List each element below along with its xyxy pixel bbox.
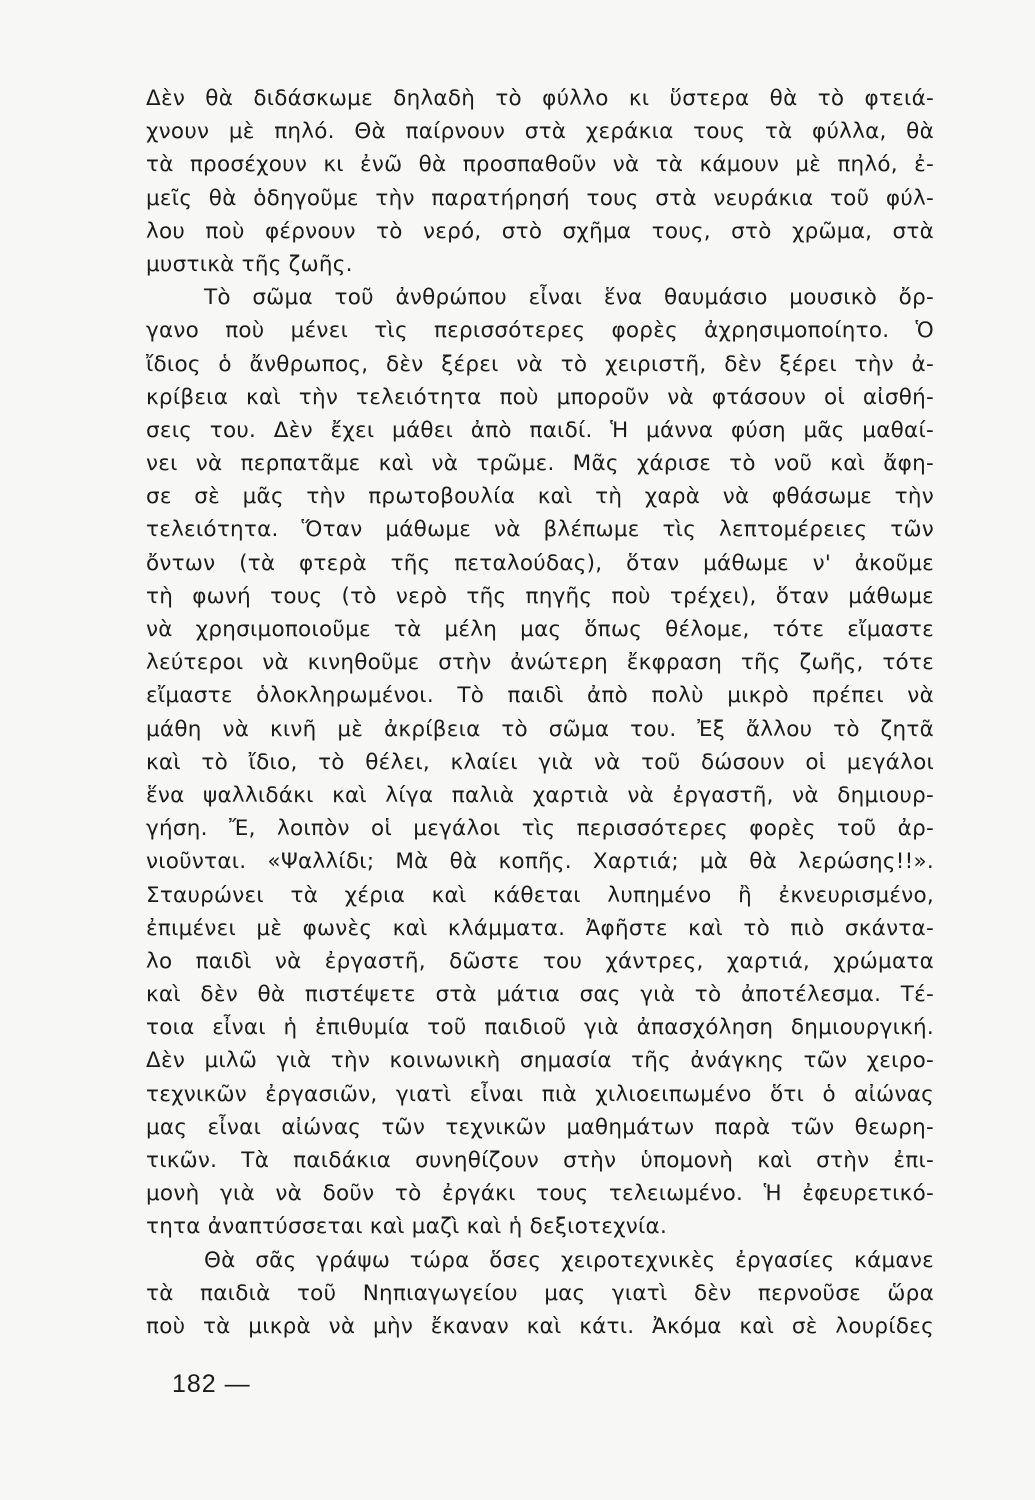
text-line: ποὺ τὰ μικρὰ νὰ μὴν ἔκαναν καὶ κάτι. Ἀκόμα καὶ σὲ λουρίδες: [146, 1313, 934, 1339]
text-line: μεῖς θὰ ὁδηγοῦμε τὴν παρατήρησή τους στὰ νευράκια τοῦ φύλ-: [146, 185, 934, 211]
text-line: τελειότητα. Ὅταν μάθωμε νὰ βλέπωμε τὶς λεπτομέρειες τῶν: [146, 517, 934, 543]
text-line: νιοῦνται. «Ψαλλίδι; Μὰ θὰ κοπῆς. Χαρτιά; μὰ θὰ λερώσης!!».: [146, 849, 934, 875]
text-line: τητα ἀναπτύσσεται καὶ μαζὶ καὶ ἡ δεξιοτεχνία.: [146, 1214, 668, 1240]
text-line: Δὲν μιλῶ γιὰ τὴν κοινωνικὴ σημασία τῆς ἀνάγκης τῶν χειρο-: [146, 1048, 934, 1074]
text-line: τὴ φωνή τους (τὸ νερὸ τῆς πηγῆς ποὺ τρέχει), ὅταν μάθωμε: [146, 583, 934, 609]
text-line: Θὰ σᾶς γράψω τώρα ὅσες χειροτεχνικὲς ἐργασίες κάμανε: [204, 1247, 934, 1273]
body-text: [146, 82, 934, 1343]
text-line: λο παιδὶ νὰ ἐργαστῆ, δῶστε του χάντρες, χαρτιά, χρώματα: [146, 948, 934, 974]
text-line: εἴμαστε ὁλοκληρωμένοι. Τὸ παιδὶ ἀπὸ πολὺ μικρὸ πρέπει νὰ: [146, 683, 934, 709]
text-line: λου ποὺ φέρνουν τὸ νερό, στὸ σχῆμα τους, στὸ χρῶμα, στὰ: [146, 218, 934, 244]
text-line: ἕνα ψαλλιδάκι καὶ λίγα παλιὰ χαρτιὰ νὰ ἐργαστῆ, νὰ δημιουρ-: [146, 782, 934, 808]
text-line: σε σὲ μᾶς τὴν πρωτοβουλία καὶ τὴ χαρὰ νὰ φθάσωμε τὴν: [146, 484, 934, 510]
text-line: λεύτεροι νὰ κινηθοῦμε στὴν ἀνώτερη ἔκφραση τῆς ζωῆς, τότε: [146, 650, 934, 676]
text-line: τὰ προσέχουν κι ἐνῶ θὰ προσπαθοῦν νὰ τὰ κάμουν μὲ πηλό, ἐ-: [146, 152, 934, 178]
page-number: 182 —: [172, 1370, 251, 1398]
text-line: νει νὰ περπατᾶμε καὶ νὰ τρῶμε. Μᾶς χάρισε τὸ νοῦ καὶ ἄφη-: [146, 451, 934, 477]
text-line: γήση. Ἔ, λοιπὸν οἱ μεγάλοι τὶς περισσότερες φορὲς τοῦ ἀρ-: [146, 816, 934, 842]
text-line: μυστικὰ τῆς ζωῆς.: [146, 251, 353, 277]
text-line: νὰ χρησιμοποιοῦμε τὰ μέλη μας ὅπως θέλομε, τότε εἴμαστε: [146, 617, 934, 642]
text-line: ἐπιμένει μὲ φωνὲς καὶ κλάμματα. Ἀφῆστε καὶ τὸ πιὸ σκάντα-: [146, 915, 934, 941]
text-line: καὶ τὸ ἴδιο, τὸ θέλει, κλαίει γιὰ νὰ τοῦ δώσουν οἱ μεγάλοι: [146, 749, 934, 775]
text-line: τεχνικῶν ἐργασιῶν, γιατὶ εἶναι πιὰ χιλιοειπωμένο ὅτι ὁ αἰώνας: [146, 1081, 934, 1107]
text-line: τὰ παιδιὰ τοῦ Νηπιαγωγείου μας γιατὶ δὲν περνοῦσε ὥρα: [146, 1280, 934, 1306]
text-line: μονὴ γιὰ νὰ δοῦν τὸ ἐργάκι τους τελειωμένο. Ἡ ἐφευρετικό-: [146, 1181, 934, 1207]
text-line: χνουν μὲ πηλό. Θὰ παίρνουν στὰ χεράκια τους τὰ φύλλα, θὰ: [146, 119, 934, 145]
text-line: Δὲν θὰ διδάσκωμε δηλαδὴ τὸ φύλλο κι ὕστερα θὰ τὸ φτειά-: [146, 86, 934, 111]
text-line: κρίβεια καὶ τὴν τελειότητα ποὺ μποροῦν νὰ φτάσουν οἱ αἰσθή-: [146, 384, 934, 410]
text-line: τικῶν. Τὰ παιδάκια συνηθίζουν στὴν ὑπομονὴ καὶ στὴν ἐπι-: [146, 1148, 934, 1173]
text-line: μας εἶναι αἰώνας τῶν τεχνικῶν μαθημάτων παρὰ τῶν θεωρη-: [146, 1114, 934, 1140]
text-line: ἴδιος ὁ ἄνθρωπος, δὲν ξέρει νὰ τὸ χειριστῆ, δὲν ξέρει τὴν ἀ-: [146, 351, 934, 377]
text-line: σεις του. Δὲν ἔχει μάθει ἀπὸ παιδί. Ἡ μάννα φύση μᾶς μαθαί-: [146, 417, 934, 443]
text-line: Τὸ σῶμα τοῦ ἀνθρώπου εἶναι ἕνα θαυμάσιο μουσικὸ ὄρ-: [204, 285, 934, 311]
text-line: ὄντων (τὰ φτερὰ τῆς πεταλούδας), ὅταν μάθωμε ν' ἀκοῦμε: [146, 550, 934, 576]
text-line: καὶ δὲν θὰ πιστέψετε στὰ μάτια σας γιὰ τὸ ἀποτέλεσμα. Τέ-: [146, 982, 934, 1008]
text-line: Σταυρώνει τὰ χέρια καὶ κάθεται λυπημένο ἢ ἐκνευρισμένο,: [146, 882, 934, 908]
text-line: μάθη νὰ κινῆ μὲ ἀκρίβεια τὸ σῶμα του. Ἐξ ἄλλου τὸ ζητᾶ: [146, 716, 934, 742]
text-line: γανο ποὺ μένει τὶς περισσότερες φορὲς ἀχρησιμοποίητο. Ὁ: [146, 318, 934, 344]
text-line: τοια εἶναι ἡ ἐπιθυμία τοῦ παιδιοῦ γιὰ ἀπασχόληση δημιουργική.: [146, 1015, 934, 1041]
